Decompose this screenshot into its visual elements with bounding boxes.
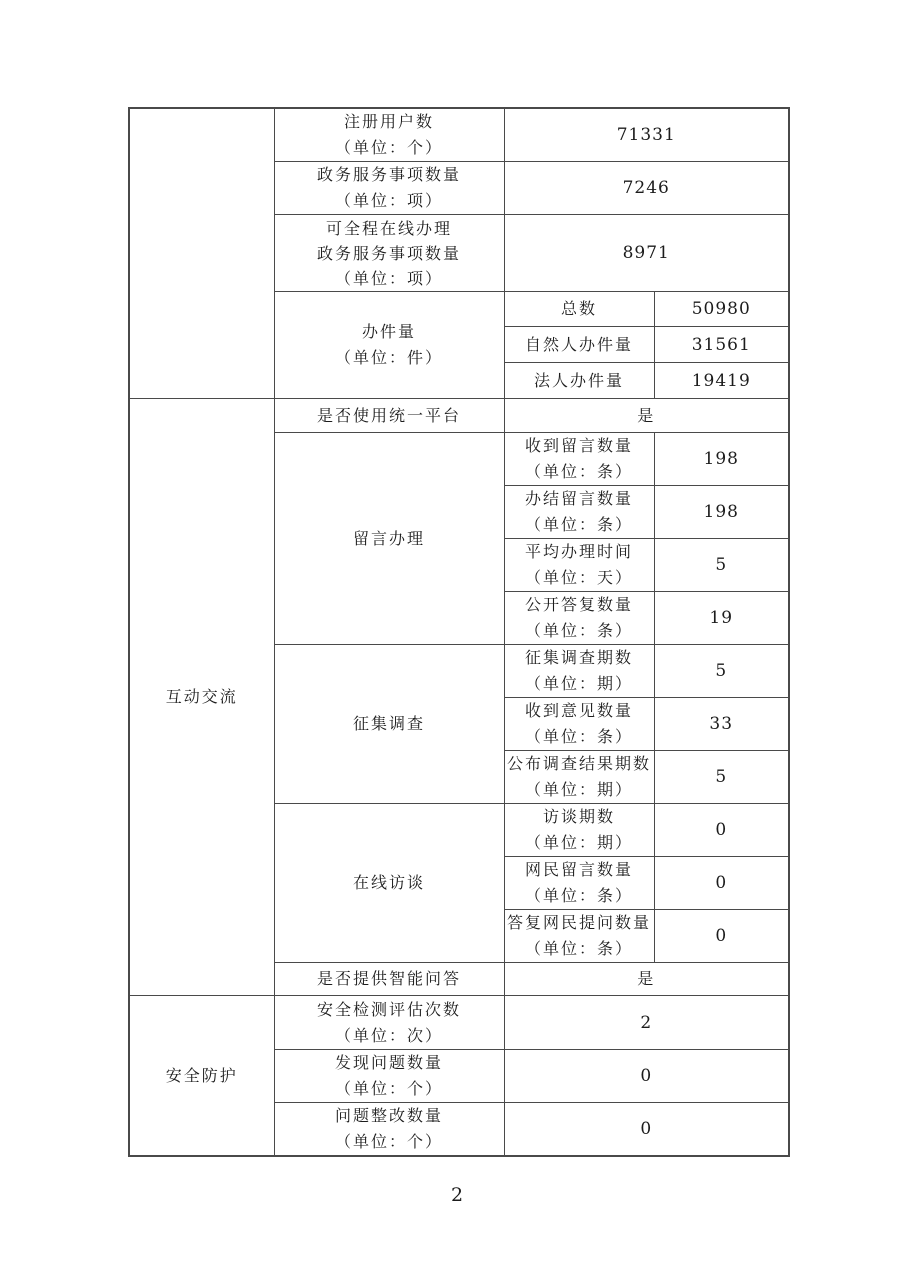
unit-text: （单位：条） — [524, 939, 633, 958]
group-label-cell-case-volume — [274, 292, 504, 399]
table-row — [129, 108, 789, 162]
sublabel-cell-netizen-messages — [504, 857, 654, 910]
label-text: 公开答复数量 — [524, 595, 633, 614]
group-label-cell-message-handling: 留言办理 — [274, 433, 504, 645]
value-cell-service-items: 7246 — [504, 162, 789, 215]
value-cell-survey-periods: 5 — [654, 645, 789, 698]
label-text: 政务服务事项数量 — [316, 243, 461, 263]
unit-text: （单位：条） — [524, 886, 633, 905]
sublabel-cell-legal-person: 法人办件量 — [504, 363, 654, 399]
unit-text: （单位：条） — [524, 462, 633, 481]
sublabel-cell-natural-person: 自然人办件量 — [504, 327, 654, 363]
value-cell-netizen-questions-answered: 0 — [654, 910, 789, 963]
label-text: 访谈期数 — [542, 807, 615, 826]
sublabel-cell-public-replies — [504, 592, 654, 645]
label-cell-security-assessments — [274, 996, 504, 1050]
label-text: 发现问题数量 — [334, 1053, 443, 1072]
value-cell-messages-completed: 198 — [654, 486, 789, 539]
unit-text: （单位：期） — [524, 780, 633, 799]
label-cell-registered-users — [274, 108, 504, 162]
section1-category-cell — [129, 108, 274, 399]
value-cell-messages-received: 198 — [654, 433, 789, 486]
sublabel-cell-survey-periods — [504, 645, 654, 698]
unit-text: （单位：个） — [334, 1079, 443, 1098]
unit-text: （单位：件） — [334, 348, 443, 367]
section3-category-cell: 安全防护 — [129, 996, 274, 1157]
value-cell-problems-found: 0 — [504, 1050, 789, 1103]
label-text: 平均办理时间 — [524, 542, 633, 561]
unit-text: （单位：次） — [334, 1025, 443, 1045]
label-text: 征集调查期数 — [524, 648, 633, 667]
value-cell-netizen-messages: 0 — [654, 857, 789, 910]
unit-text: （单位：期） — [524, 833, 633, 852]
unit-text: （单位：项） — [334, 191, 443, 210]
value-cell-survey-results-published: 5 — [654, 751, 789, 804]
table-row — [129, 996, 789, 1050]
unit-text: （单位：项） — [334, 268, 443, 288]
value-cell-online-service-items: 8971 — [504, 215, 789, 292]
label-text: 公布调查结果期数 — [506, 754, 651, 773]
table-row — [129, 399, 789, 433]
value-cell-natural-person: 31561 — [654, 327, 789, 363]
label-text: 收到意见数量 — [524, 701, 633, 720]
sublabel-cell-total: 总数 — [504, 292, 654, 327]
sublabel-cell-messages-completed — [504, 486, 654, 539]
unit-text: （单位：个） — [334, 138, 443, 157]
group-label-cell-survey: 征集调查 — [274, 645, 504, 804]
group-label-cell-online-interview: 在线访谈 — [274, 804, 504, 963]
value-cell-public-replies: 19 — [654, 592, 789, 645]
label-text: 注册用户数 — [343, 112, 434, 131]
section2-category-cell: 互动交流 — [129, 399, 274, 996]
value-cell-smart-qa: 是 — [504, 963, 789, 996]
label-cell-problems-rectified — [274, 1103, 504, 1157]
label-cell-unified-platform: 是否使用统一平台 — [274, 399, 504, 433]
sublabel-cell-average-handling-time — [504, 539, 654, 592]
unit-text: （单位：天） — [524, 568, 633, 587]
sublabel-cell-netizen-questions-answered — [504, 910, 654, 963]
label-text: 安全检测评估次数 — [316, 999, 461, 1019]
label-cell-smart-qa: 是否提供智能问答 — [274, 963, 504, 996]
value-cell-problems-rectified: 0 — [504, 1103, 789, 1157]
value-cell-opinions-received: 33 — [654, 698, 789, 751]
label-text: 政务服务事项数量 — [316, 165, 461, 184]
label-cell-service-items — [274, 162, 504, 215]
value-cell-average-handling-time: 5 — [654, 539, 789, 592]
value-cell-interview-periods: 0 — [654, 804, 789, 857]
unit-text: （单位：条） — [524, 727, 633, 746]
sublabel-cell-interview-periods — [504, 804, 654, 857]
unit-text: （单位：期） — [524, 674, 633, 693]
label-text: 答复网民提问数量 — [506, 913, 651, 932]
value-cell-security-assessments: 2 — [504, 996, 789, 1050]
label-text: 问题整改数量 — [334, 1106, 443, 1125]
unit-text: （单位：个） — [334, 1132, 443, 1151]
label-text: 办件量 — [361, 322, 416, 341]
sublabel-cell-opinions-received — [504, 698, 654, 751]
sublabel-cell-messages-received — [504, 433, 654, 486]
unit-text: （单位：条） — [524, 515, 633, 534]
sublabel-cell-survey-results-published — [504, 751, 654, 804]
value-cell-total: 50980 — [654, 292, 789, 327]
unit-text: （单位：条） — [524, 621, 633, 640]
label-text: 可全程在线办理 — [325, 218, 452, 238]
label-text: 收到留言数量 — [524, 436, 633, 455]
page-number: 2 — [450, 1184, 464, 1206]
label-text: 办结留言数量 — [524, 489, 633, 508]
report-statistics-table — [128, 107, 790, 1157]
value-cell-legal-person: 19419 — [654, 363, 789, 399]
value-cell-registered-users: 71331 — [504, 108, 789, 162]
value-cell-unified-platform: 是 — [504, 399, 789, 433]
label-text: 网民留言数量 — [524, 860, 633, 879]
label-cell-online-service-items — [274, 215, 504, 292]
label-cell-problems-found — [274, 1050, 504, 1103]
